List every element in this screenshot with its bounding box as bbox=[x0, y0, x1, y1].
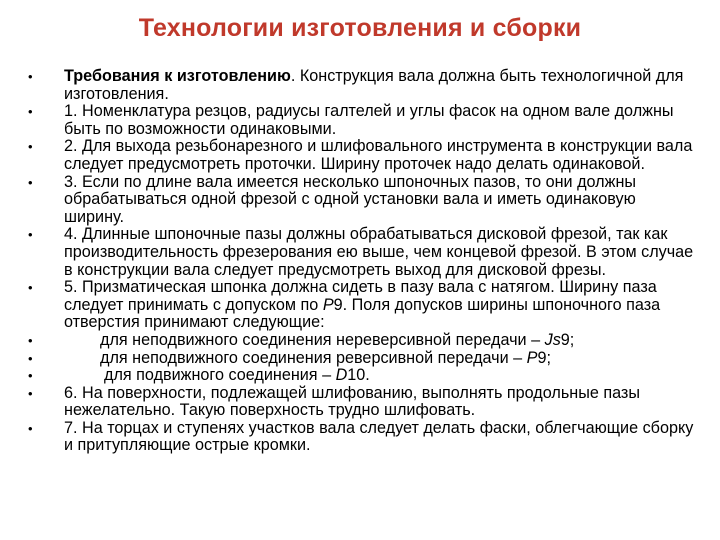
bullet-icon: • bbox=[28, 368, 33, 384]
bullet-icon: • bbox=[28, 69, 33, 84]
slide-title: Технологии изготовления и сборки bbox=[138, 14, 582, 42]
list-item bbox=[20, 138, 700, 173]
item-text: 3. Если по длине вала имеется несколько шпоночных пазов, то они должны обрабатываться одной фрезой с одной установки вала и иметь одинаковую ширину. bbox=[64, 172, 637, 226]
list-item bbox=[20, 103, 700, 138]
bullet-icon: • bbox=[28, 420, 33, 436]
bullet-icon: • bbox=[28, 139, 33, 155]
tolerance-symbol: P bbox=[322, 295, 334, 314]
bullet-icon: • bbox=[28, 227, 33, 243]
list-item bbox=[20, 420, 700, 455]
item-text: 6. На поверхности, подлежащей шлифованию, выполнять продольные пазы нежелательно. Такую поверхность трудно шлифовать. bbox=[64, 383, 640, 420]
requirements-heading: Требования к изготовлению bbox=[64, 67, 291, 85]
list-item bbox=[20, 68, 700, 103]
item-text: 1. Номенклатура резцов, радиусы галтелей и углы фасок на одном вале должны быть по возможности одинаковыми. bbox=[64, 102, 674, 138]
bullet-icon: • bbox=[28, 174, 33, 190]
bullet-list bbox=[20, 68, 700, 455]
item-text: 7. На торцах и ступенях участков вала следует делать фаски, облегчающие сборку и притупляющие острые кромки. bbox=[64, 418, 694, 455]
bullet-icon: • bbox=[28, 350, 33, 366]
list-item bbox=[20, 174, 700, 227]
bullet-icon: • bbox=[28, 104, 33, 120]
list-item bbox=[20, 367, 700, 385]
bullet-icon: • bbox=[28, 385, 33, 401]
list-item bbox=[20, 279, 700, 332]
list-item bbox=[20, 332, 700, 350]
item-text: 2. Для выхода резьбонарезного и шлифовального инструмента в конструкции вала следует предусмотреть проточки. Ширину проточек надо делать одинаковой. bbox=[64, 137, 693, 173]
item-text-tail: 9; bbox=[537, 348, 551, 367]
item-text: для неподвижного соединения нереверсивной передачи – bbox=[100, 330, 545, 349]
item-text-tail: 10. bbox=[347, 366, 370, 385]
bullet-icon: • bbox=[28, 332, 33, 348]
item-text: для неподвижного соединения реверсивной передачи – bbox=[100, 348, 527, 367]
item-text: для подвижного соединения – bbox=[104, 366, 336, 385]
item-text: 4. Длинные шпоночные пазы должны обрабатываться дисковой фрезой, так как производительность фрезерования ею выше, чем концевой фрезой. В этом случае в конструкции вала следует предусмотреть выход для дисковой фрезы. bbox=[64, 225, 694, 279]
tolerance-symbol: D bbox=[335, 366, 348, 385]
tolerance-symbol: P bbox=[526, 348, 538, 367]
list-item bbox=[20, 350, 700, 368]
list-item bbox=[20, 226, 700, 279]
tolerance-symbol: Js bbox=[544, 330, 561, 349]
list-item bbox=[20, 385, 700, 420]
item-text-tail: 9; bbox=[560, 330, 575, 349]
item-text: . Конструкция вала должна быть технологичной для изготовления. bbox=[64, 67, 684, 103]
item-text-tail: 9. Поля допусков ширины шпоночного паза отверстия принимают следующие: bbox=[64, 295, 661, 332]
bullet-icon: • bbox=[28, 280, 33, 296]
item-text: 5. Призматическая шпонка должна сидеть в пазу вала с натягом. Ширину паза следует принимать с допуском по bbox=[64, 278, 657, 314]
